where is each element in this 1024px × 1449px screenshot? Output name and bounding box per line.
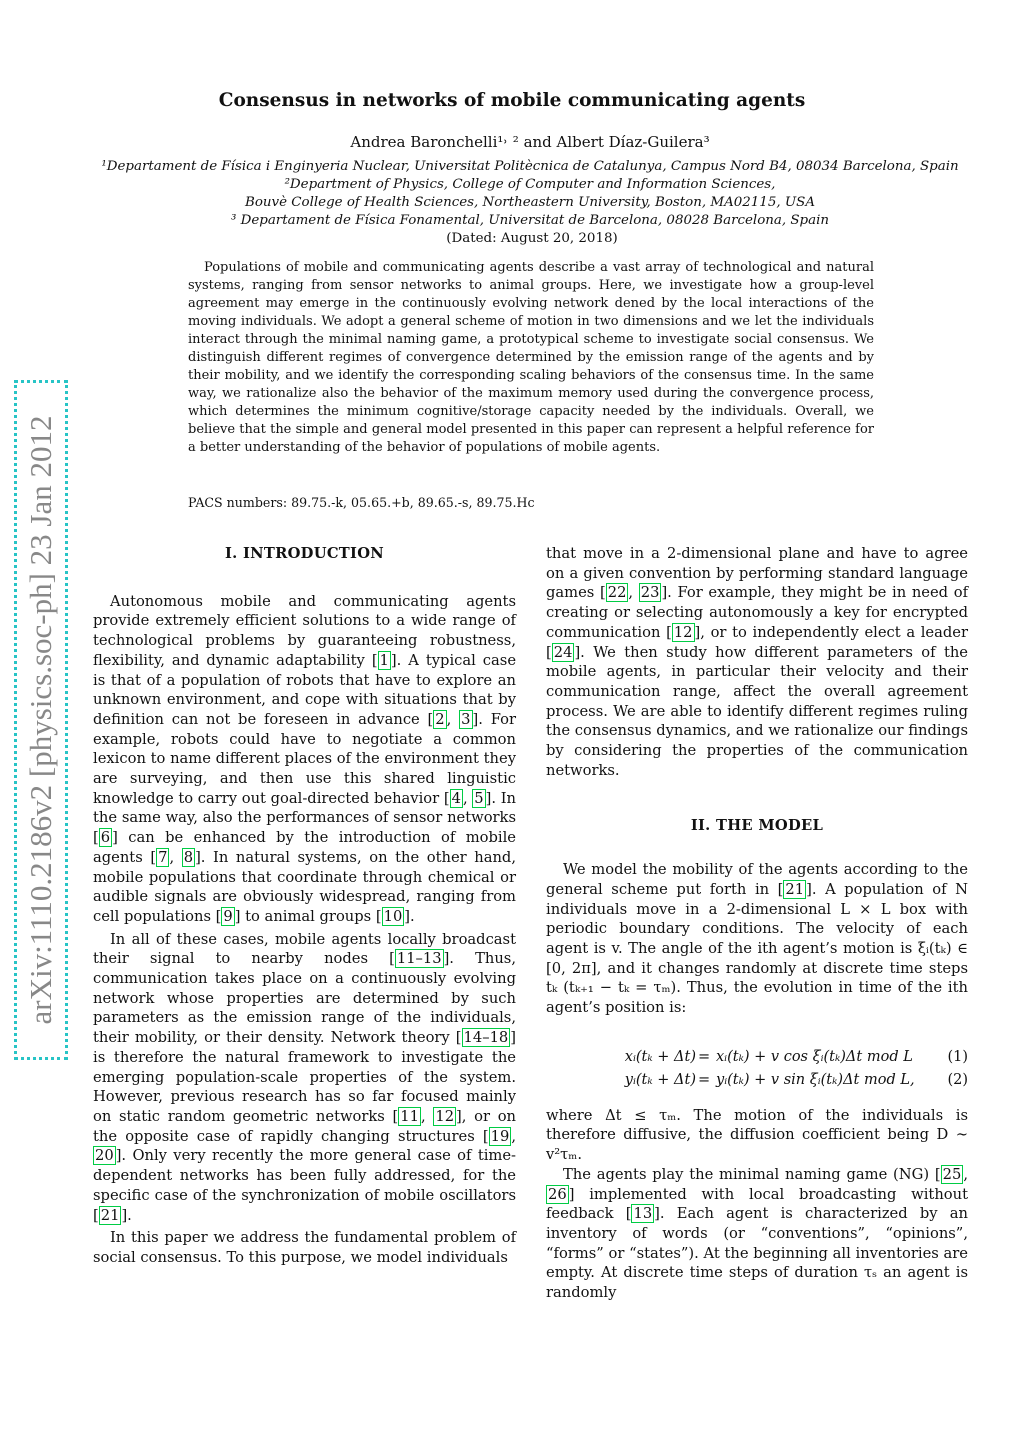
citation-link[interactable]: 11–13 [396,950,442,968]
citation-link[interactable]: 19 [490,1127,510,1145]
text: , [628,584,639,602]
paper-title: Consensus in networks of mobile communicating agents [218,90,806,111]
text: , [446,710,460,728]
equation-number: (1) [947,1048,968,1065]
citation-link[interactable]: 25 [942,1165,962,1183]
authors: Andrea Baronchelli¹˒ ² and Albert Díaz-Guilera³ [350,133,710,151]
text: We model the mobility of the agents according to the general scheme put forth in [ [546,861,968,898]
citation-link[interactable]: 23 [640,584,660,602]
model-paragraph-3 [546,1165,968,1303]
text: ], or on the opposite case of rapidly changing structures [ [93,1107,516,1145]
intro-paragraph-3: In this paper we address the fundamental problem of social consensus. To this purpose, we model individuals [93,1229,516,1266]
section-2-heading: II. THE MODEL [690,817,824,835]
arxiv-id[interactable]: arXiv:1110.2186v2 [physics.soc-ph] 23 Jan 2012 [23,415,58,1025]
equation-equals: = [698,1048,711,1065]
text: The agents play the minimal naming game (NG) [ [563,1165,941,1183]
text: ]. Thus, communication takes place on a continuously evolving network whose properties are determined by such parameters as the emission range of the individuals, their mobility, or their density. Network theory [ [93,950,516,1047]
model-paragraph-2: where Δt ≤ τₘ. The motion of the individuals is therefore diffusive, the diffusion coefficient being D ∼ v²τₘ. [546,1106,968,1164]
equation-equals: = [698,1071,711,1088]
citation-link[interactable]: 21 [100,1206,120,1224]
equation-rhs: xᵢ(tₖ) + v cos ξᵢ(tₖ)Δt mod L [716,1048,913,1065]
citation-link[interactable]: 21 [785,880,805,898]
citation-link[interactable]: 4 [451,789,461,807]
citation-link[interactable]: 10 [383,907,403,925]
citation-link[interactable]: 12 [673,623,693,641]
text: ] to animal groups [ [234,907,382,925]
text: ]. [404,907,415,925]
text: ]. [121,1206,132,1224]
text: ]. A typical case is that of a population of robots that have to explore an unknown environment, and cope with situations that by definition can not be foreseen in advance [ [93,651,517,728]
pacs-numbers: PACS numbers: 89.75.-k, 05.65.+b, 89.65.-s, 89.75.Hc [188,495,535,510]
text: , [963,1165,968,1183]
text: ] is therefore the natural framework to investigate the emerging population-scale properties of the system. However, previous research has so far focused mainly on static random geometric networks [ [93,1029,516,1125]
text: ]. In the same way, also the performances of sensor networks [ [93,789,516,847]
citation-link[interactable]: 9 [223,907,233,925]
citation-link[interactable]: 20 [95,1147,114,1165]
citation-link[interactable]: 11 [400,1107,419,1125]
text: ]. We then study how different parameters of the mobile agents, in particular their velocity and their communication range, affect the overall agreement process. We are able to identify different regimes ruling the consensus dynamics, and we rationalize our findings by considering the properties of the communication networks. [546,643,968,779]
text: , [420,1107,434,1125]
intro-paragraph-1: Autonomous mobile and communicating agents provide extremely efficient solutions to a wide range of technological problems by guaranteeing robustness, flexibility, and dynamic adaptability [ 1 ]. A typical case is that of a population of robots that have to explore an unknown environment, and cope with situations that by definition can not be foreseen in advance [ 2 , 3 ]. For example, robots could have to negotiate a common lexicon to name different places of the environment they are surveying, and then use this shared linguistic knowledge to carry out goal-directed behavior [ 4 , 5 ]. In the same way, also the performances of sensor networks [ 6 ] can be enhanced by the introduction of mobile agents [ 7 , 8 ]. In natural systems, on the other hand, mobile populations that coordinate through chemical or audible signals are obviously widespread, ranging from cell populations [ 9 ] to animal groups [ 10 ]. [93,592,517,925]
text: ]. Each agent is characterized by an inventory of words (or “conventions”, “opinions”, “forms” or “states”). At the beginning all inventories are empty. At discrete time steps of duration τₛ an agent is randomly [546,1205,969,1302]
citation-link[interactable]: 2 [435,710,445,728]
citation-link[interactable]: 5 [474,789,484,807]
section-1-heading: I. INTRODUCTION [224,545,385,562]
equation-1 [546,1048,968,1070]
text: ] implemented with local broadcasting without feedback [ [546,1185,968,1223]
citation-link[interactable]: 13 [633,1205,653,1223]
text: Autonomous mobile and communicating agents provide extremely efficient solutions to a wide range of technological problems by guaranteeing robustness, flexibility, and dynamic adaptability [93,592,516,669]
citation-link[interactable]: 1 [379,651,389,669]
text: , [169,848,182,866]
citation-link[interactable]: 12 [435,1107,455,1125]
citation-link[interactable]: 26 [548,1185,567,1203]
arxiv-stamp [14,380,70,1060]
intro-paragraph-2 [93,930,516,1226]
dated: (Dated: August 20, 2018) [446,231,618,246]
text: ] can be enhanced by the introduction of mobile agents [ [93,829,516,866]
equation-lhs: yᵢ(tₖ + Δt) [624,1071,696,1088]
text: ]. A population of N individuals move in a 2-dimensional L × L box with periodic boundary conditions. The velocity of each agent is v. The angle of the ith agent’s motion is ξᵢ(tₖ) ∈ [0, 2π], and it changes randomly at discrete time steps tₖ (tₖ₊₁ − tₖ = τₘ). Thus, the evolution in time of the ith agent’s position is: [546,880,968,1017]
equation-2 [546,1071,968,1093]
citation-link[interactable]: 3 [461,710,471,728]
left-column [93,544,516,1268]
citation-link[interactable]: 14–18 [463,1029,509,1047]
affiliation-1: ¹Departament de Física i Enginyeria Nuclear, Universitat Politècnica de Catalunya, Campus Nord B4, 08034 Barcelona, Spain [101,159,959,174]
equation-rhs: yᵢ(tₖ) + v sin ξᵢ(tₖ)Δt mod L, [716,1071,915,1088]
equation-lhs: xᵢ(tₖ + Δt) [624,1048,696,1065]
right-column [546,544,968,1303]
text: In all of these cases, mobile agents locally broadcast their signal to nearby nodes [ [93,930,516,968]
abstract: Populations of mobile and communicating agents describe a vast array of technological and natural systems, ranging from sensor networks to animal groups. Here, we investigate how a group-level agreement may emerge in the continuously evolving network dened by the local interactions of the moving individuals. We adopt a general scheme of motion in two dimensions and we let the individuals interact through the minimal naming game, a prototypical scheme to investigate social consensus. We distinguish different regimes of convergence determined by the emission range of the agents and by their mobility, and we identify the corresponding scaling behaviors of the consensus time. In the same way, we rationalize also the behavior of the maximum memory used during the convergence process, which determines the minimum cognitive/storage capacity needed by the individuals. Overall, we believe that the simple and general model presented in this paper can represent a helpful reference for a better understanding of the behavior of populations of mobile agents. [188,260,874,455]
equation-number: (2) [947,1071,968,1088]
affiliations [80,158,980,230]
citation-link[interactable]: 8 [183,848,194,866]
text: ], or to independently elect a leader [ [546,623,968,661]
affiliation-2-cont: Bouvè College of Health Sciences, Northeastern University, Boston, MA02115, USA [245,195,815,210]
text: , [462,789,473,807]
citation-link[interactable]: 24 [553,643,573,661]
intro-paragraph-3-cont [546,544,968,780]
citation-link[interactable]: 22 [607,584,627,602]
citation-link[interactable]: 7 [158,848,168,866]
text: ]. In natural systems, on the other hand, mobile populations that coordinate through chemical or audible signals are obviously widespread, ranging from cell populations [ [93,848,517,925]
citation-link[interactable]: 6 [100,829,111,847]
text: , [511,1127,516,1145]
affiliation-3: ³ Departament de Física Fonamental, Universitat de Barcelona, 08028 Barcelona, Spain [230,213,830,228]
equation-block [546,1048,968,1096]
text: that move in a 2-dimensional plane and have to agree on a given convention by performing standard language games [ [546,545,968,602]
text: ]. For example, robots could have to negotiate a common lexicon to name different places of the environment they are surveying, and then use this shared linguistic knowledge to carry out goal-directed behavior [ [93,710,516,807]
model-paragraph-1 [546,860,968,1018]
text: ]. Only very recently the more general case of time-dependent networks has been fully addressed, for the specific case of the synchronization of mobile oscillators [ [93,1147,516,1224]
affiliation-2: ²Department of Physics, College of Computer and Information Sciences, [284,177,776,192]
text: ]. For example, they might be in need of creating or selecting autonomously a key for encrypted communication [ [546,584,968,641]
